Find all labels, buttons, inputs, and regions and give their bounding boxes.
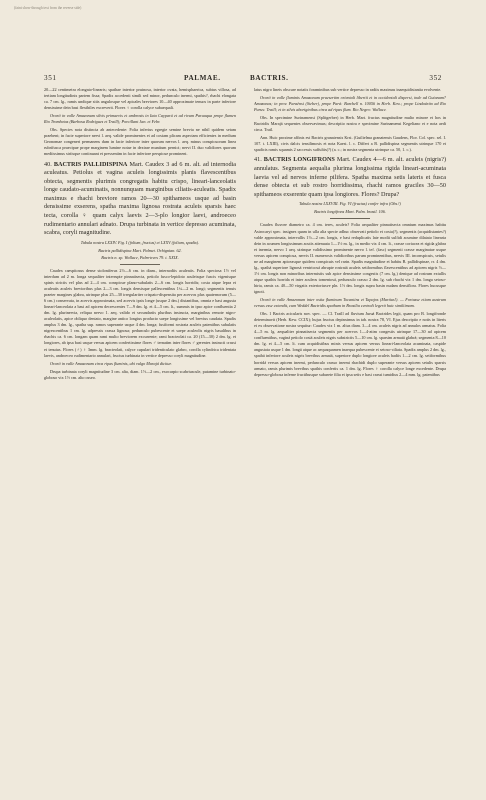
species-40-heading [44, 161, 236, 238]
species-40-diagnosis: Caudex 3 ad 6 m. alt. ad internodia aculeatus. Petiolus et vagina aculeis longissimis planis flavescentibus obtecta, segmentis plurimis congregatis habitu crispo, lineari-lanceolatis longe caudato-acuminatis, nonnunquam marginibus ciliatis-aculeatis. Spadix maximus e rhachi breviore ramos 20—30 spithameos usque ad basin densissime exserens, spatha maxima lignosa rostrata aculeis sparsis haec tecta, corolla ♀ quam calyx laevis 2—3-plo longior laevi, androeceo rudimentario annulari adnato. Drupa turbinata in vertice depresso acuminata, scabra, coryli magnitudine. [44, 160, 236, 237]
species-40-author: Mart. [129, 160, 144, 168]
right-paragraph-note: Ann. Huic proxime affinis est Bactris granatensis Krst. (Guilielma granatensis Gaudens, Flor. Col. spec. sel. I. 107. t. LXIII), civis dalcis tensilimosis et nota Kaest. l. c. Differt a B. pallidispina segmentis utrinque 170 et spadicis ramis squamis 2 saccessis suffultis(?) (a. c.; in nostra segmenta utrinque ca. 50, 1. c.). [254, 135, 446, 153]
left-paragraph-1: 20—22 centimetra elongato-linearis; spathae interior pruinosa, interior ovata, hemisphaerica, subtus villosa, ad tertiam longitudinis partem fissa; Spadix accedenti simili sed minor, pedunculo inermi, spathis?, rhachi elongata ca. 7 cm. lg., ramis undique sitis angulosque vel apicales breviores 10—40 approximate tenuos in parte inferiore densissime dein basi flexibiles excreverit. Flores ♀ corolla calyce subaequali. [44, 87, 236, 111]
species-41-habitat: Orarii in valle Amazonum inter ostia fluminum Tocantins et Tapajos (Martius!). — Fortasse etiam austrum versus esse extendit, cum Weddel Bactridis spathum in Brasilia centrali legerit huic similiimam. [254, 297, 446, 309]
species-40-habitat: Orarii in valle Amazonum circa ripas fluminis, ubi vulgo Marajá dicitur. [50, 360, 172, 366]
divider-rule [330, 218, 370, 219]
species-41-author: Mart. [336, 156, 351, 164]
left-paragraph-observation: Obs. Species nota distincta ab antecedente: Folia inferius egregie semine brevia ne nihil quidem setam praebent; in facie superiore nervi l. aeq. valide prominentes et ad costam plicam aspectam efficientes in medium Geonomae congeneri permanens dum in facie inferiore inter quorum nervos l. aeq. minus conspicuorum linea rubrifusca praecipue prope marginem lumine notae in dextrae munitum pernici; nervi II. duo validiores quorum mediissimus striisque continuant et pressentim in facie inferiore perspicue prominent. [44, 127, 236, 157]
species-41-plate-ref: Tabula nostra LXXVIII. Fig. VI (fructus) confer infra (Obs.!) [299, 201, 401, 207]
species-41-number: 41. [254, 156, 262, 164]
right-paragraph-habitat: Orarii in valle fluminis Amazonum praesertim orientali libertii et in occidentali dispersi, inde ad Guianam? Amazonas; in prov. Paraënsi (Sieber), prope Pará: Burchell n. 10056 in Herb. Kew.; prope Lindaúrito ad Rio Purus: Traill; et in silvis aboriginibus circa ad ripas flum. Rio Negro: Wallace. [254, 95, 446, 113]
show-through-strip [14, 6, 472, 70]
left-paragraph-habitat: Orarii in valle Amazonum silvis primaevis et umbrosis in Iata Cayparú et ad rivum Paruaqua prope flumen Rio Trombetas (Barbosa Rodrigues et Traill); Porcillant Jan. et Febr. [44, 113, 236, 125]
right-paragraph-observation: Obs. In specimine Surinamensi (Splitgerber) in Herb. Mart. fructus magnitudine multo minore et hos in Bactridis Marajá sequentes observavimus; descriptio nostra e specimine Surinamensi Kegeliano et e nota aedi circa. Trail. [254, 115, 446, 133]
left-column [44, 87, 236, 787]
species-41-description: Caudex fluvore diametro ca. 4 cm. teres, aculeis? Folia aequaliter pinnatisecta omnium maximas habitu Astrocaryi spec. insignes quam in ulla alia specie adhuc observati petiolo et costa(?), segmentis (acquidistantes?) valde approximata, intervallis 1½—2 cm. longis, e basi reduplicatis late modii sulfidi acumine dilatato linearia dein in acumen longissimum acutis attenuata 1—1½ m. lg., in medio vix 4 cm. lt., crasse coriacea et rigida glabra et inermia, nervo 1 aeq. utrinque validissimo prominente nervo l. tef. (fasc) segmenti crasse marginatae usque versus apicem conspicua, nervis II. numerosis validioribus parum prominentibus, nervis III. inconspicuis, setulis ne ad marginem apiceasque quidem conspicuis vel rarin. Spadix magnitudine et habitu B. pallidispinae, rr. 4 dm. lg., spathá superiore lignosá ventricosá abrupte rostratá aculeis setiformibus flavescentibus ad apicem nigris ½—1½ cm. longis non minoribus intermixtis sub apice densissime congestis (7 cm. lg.) denique ad rostrum extullis atque spathis horrida et inter aculeos tomentosá, pedunculo crasso 2 dm. lg. sub rhachi vix 1 dm. longa setoso-hirta, ramis ca. 40—50 virgatis exterioriusve pln. 1½ dm. longis supra basin nudam densiflora. Flores hucusque ignoti. [254, 222, 446, 294]
species-41-diagnosis: Caudex 4—6 m. alt. aculeis (nigris?) annulatus. Segmenta aequalia plurima longissima rigida lineari-acuminata laevia vel ad nervos inferne pilifera. Spatha maxima setis lateris et fusca dense obtecta et sub rostro horridissima, rhachi ramos graciles 30—50 spithameos exserente quam ipsa longiores. Flores? Drupa? [254, 156, 446, 198]
species-41-observation: Obs. 1 Bactris acicularis nov. spec. — Cl. Traill ad fluvium Juruá Bactrides legit, quam pro B. longifronde determinavit (Herb. Kew. CCIX); hujus fructus depinximus in tab. nostra 78, VI. Ejus descriptio e notis in literis et ex observatione nostra sequitur: Caudex vix 1 m. altus diam. 3—4 cm. aculeis nigris ad annulos armatus. Folia 4—5 m. lg. aequaliter pinnatisecta segmentis per acervos 1—4-atim congestis utrinque 17—30 ad apicem confluentibus, vaginá petiolo costá aculeis nigris substrictis 5—10 cm. lg. sparsim armatá glabrá; segmenta 8—10 dm. lg. et 4—5 cm. lt. cum acquidistibus minis versus apicem versus lineari-lanceolata acuminata, caspide angustata usque 1 dm. longá atque ac aequaquamen inaequa pubescente et setoso-ciliata. Spadix amplus 2 dm. lg., spathá inferiore aculeis nigris brevibus armatá, superiore duplo longiore aculeis badiis 1—2 cm. lg. setiformibus horridá versus apicem inermi, pedunculo crasso inermi rhachidi duplo superante versus apicem setulis sparsis armato, ramis plurimis brevibus spathis confertis ca. 1 dm. lg. Flores ♀ corolla calyce longe excedente. Drupa depresso-globosa inferne fructibusque subarete filia et ipsa setis e basi crassi tumidius 2—4 mm. lg. patentibus [254, 311, 446, 377]
species-41-heading [254, 156, 446, 199]
species-40-plate-ref: Tabula nostra LXXIV. Fig. I (folium, fructus) et LXXV (folium, spadix). [80, 239, 200, 245]
species-40-fruit: Drupa turbinata coryli magnitudine 3 cm. alta, diam. 1½—2 cm., exocarpio scabriuscule, putamine turbinato-globoso vix 1½ cm. alto osseo. [44, 368, 236, 380]
species-40-number: 40. [44, 160, 52, 168]
divider-rule [120, 264, 160, 265]
right-paragraph-1: latus nigro lineis obscure notatis foraminibus sub vertice depresso in radiis maximas inaequidistantia evolvente. [254, 87, 442, 92]
species-41-name: BACTRIS LONGIFRONS [263, 156, 335, 164]
species-40-synonym-1: Bactris pallidispina Mart. Palmet. Orbignian. 62. [98, 247, 182, 253]
title-left: PALMAE. [184, 74, 221, 82]
running-header [44, 74, 442, 83]
right-column [254, 87, 446, 787]
species-40-description: Caudex caespitosus dense stoloniferus 2½—6 cm. in diam., internodiis aculeatis. Folia speciosa 1½ vel interdum ad 2 m. longa sequaliter interrupte pinnatisecta, petiolo fusco-lepidoto aculeisque fuscis vigenisque spinis strictis vel plus ad 2—4 cm. conspicue plano-subulatis 2—6 cm. longis horridis; costa atque lepra et aculeatis aculeis brevioribus plus 2—3 cm. longis densisque pallescentibus 1¼—2 m. longi; segmentis tenuis praeter margines glabra, utrinque plus 25—30 irregulariter crispato-dispensita per acervos plus quaternorum (5—6 cm.) conservata, in acervis approximata, sed acervis ipsis longe (usque 2 dm.) distantibus, omnia e basi angusta lineari-lanceolata a basi ad apicem decrescentes 7—9 dm. lg. et 4—5 cm. lt., summis in ipso apice confluentia 2 dm. lg. plurinervia, reliqua nervo 1. aeq. valido et secundariis pluribus instructa, marginibus remote nigro-aculeolatis, apice obliquo dentato, margine antico longius producto saepe longissime vel brevius caudata. Spadix amplus 3 dm. lg., spatha sup. ramos superante usque 4 dm. longa; fusiformi rostrata aculeis patentibus subulatis nigrescentibus 1 cm. lg. adpressis crassa lignosa; pedunculo pubescente et saepe aculeolis nigris basalibus in rhachis ca. 6 cm. longam quam rami multo breviorem excurrente; rami bracteolati ca. 20 (15—30) 2 dm. lg. et longiores, ab ipsa basi usque versus apicem confertissime flores ♂ ternatim inter flores ♂ gerentes instructi crassi et tenuius. Flores (♂) ♀ 3mm. lg. bracteolati, calyce cupulari tridenticulato glabro, corolla cylindrica tridentata laevis, androeceo rudimentario annulari, fructus turbinata in vertice depresso coryli magnitudine. [44, 267, 236, 358]
species-40-name: BACTRIS PALLIDISPINA [53, 160, 128, 168]
species-41-synonym: Bactris longifrons Mart. Palm. brasil. 106. [314, 209, 386, 215]
species-40-synonym-2: Bactris n. sp. Wallace, Palm-trees 79. t. XXIX. [101, 254, 179, 260]
page-number-right: 352 [429, 74, 442, 82]
page-number-left: 351 [44, 74, 57, 82]
show-through-text: (faint show-through text from the reverse side) [14, 6, 82, 10]
title-right: BACTRIS. [250, 74, 289, 82]
